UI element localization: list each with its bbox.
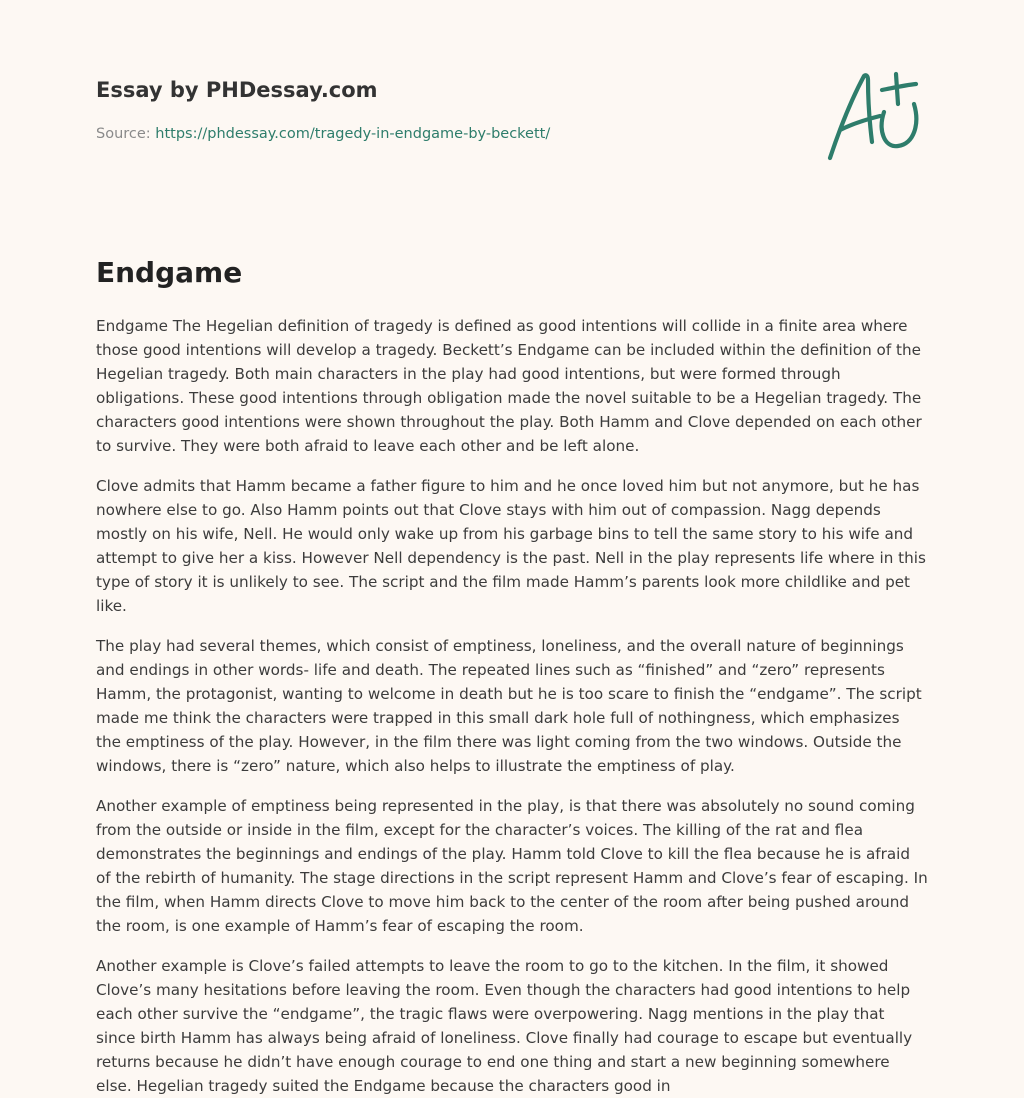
source-line	[96, 124, 550, 144]
source-link[interactable]: https://phdessay.com/tragedy-in-endgame-by-beckett/	[155, 126, 551, 142]
essay-title: Endgame	[96, 256, 243, 289]
paragraph: Clove admits that Hamm became a father figure to him and he once loved him but not anymore, but he has nowhere else to go. Also Hamm points out that Clove stays with him out of compassion. Nagg depends mostly on his wife, Nell. He would only wake up from his garbage bins to tell the same story to his wife and attempt to give her a kiss. However Nell dependency is the past. Nell in the play represents life where in this type of story it is unlikely to see. The script and the film made Hamm’s parents look more childlike and pet like.	[96, 477, 926, 615]
paragraph: Endgame The Hegelian definition of tragedy is defined as good intentions will collide in a finite area where those good intentions will develop a tragedy. Beckett’s Endgame can be included within the definition of the Hegelian tragedy. Both main characters in the play had good intentions, but were formed through obligations. These good intentions through obligation made the novel suitable to be a Hegelian tragedy. The characters good intentions were shown throughout the play. Both Hamm and Clove depended on each other to survive. They were both afraid to leave each other and be left alone.	[96, 317, 922, 455]
paragraph: The play had several themes, which consist of emptiness, loneliness, and the overall nature of beginnings and endings in other words- life and death. The repeated lines such as “finished” and “zero” represents Hamm, the protagonist, wanting to welcome in death but he is too scare to finish the “endgame”. The script made me think the characters were trapped in this small dark hole full of nothingness, which emphasizes the emptiness of the play. However, in the film there was light coming from the two windows. Outside the windows, there is “zero” nature, which also helps to illustrate the emptiness of play.	[96, 637, 922, 775]
paragraph: Another example is Clove’s failed attempts to leave the room to go to the kitchen. In the film, it showed Clove’s many hesitations before leaving the room. Even though the characters had good intentions to help each other survive the “endgame”, the tragic flaws were overpowering. Nagg mentions in the play that since birth Hamm has always being afraid of loneliness. Clove finally had courage to escape but eventually returns because he didn’t have enough courage to end one thing and start a new beginning somewhere else. Hegelian tragedy suited the Endgame because the characters good in	[96, 957, 913, 1095]
brand-title: Essay by PHDessay.com	[96, 78, 378, 102]
essay-body	[96, 314, 928, 1095]
a-plus-logo-icon	[818, 64, 928, 164]
source-label: Source:	[96, 126, 156, 142]
essay-header	[96, 76, 936, 176]
paragraph: Another example of emptiness being represented in the play, is that there was absolutely no sound coming from the outside or inside in the film, except for the character’s voices. The killing of the rat and flea demonstrates the beginnings and endings of the play. Hamm told Clove to kill the flea because he is afraid of the rebirth of humanity. The stage directions in the script represent Hamm and Clove’s fear of escaping. In the film, when Hamm directs Clove to move him back to the center of the room after being pushed around the room, is one example of Hamm’s fear of escaping the room.	[96, 797, 928, 935]
